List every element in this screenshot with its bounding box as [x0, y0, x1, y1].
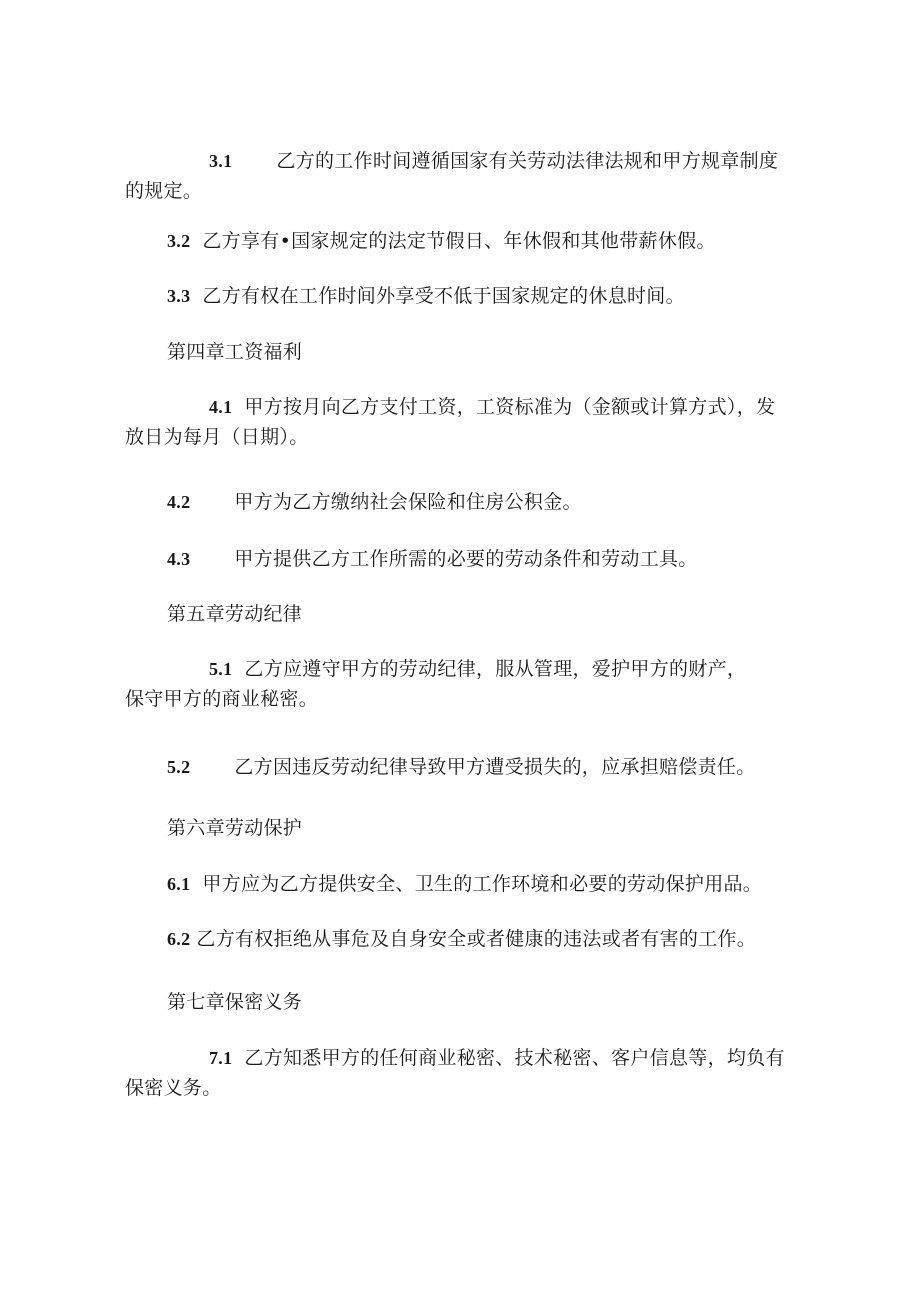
clause-4-2	[167, 487, 792, 517]
chapter-heading-7: 第七章保密义务	[167, 991, 303, 1013]
clause-number: 4.2	[167, 492, 191, 512]
clause-text: 乙方享有•国家规定的法定节假日、年休假和其他带薪休假。	[202, 230, 716, 252]
clause-text: 甲方按月向乙方支付工资，工资标准为（金额或计算方式），发放日为每月（日期）。	[125, 396, 776, 448]
clause-text: 乙方应遵守甲方的劳动纪律，服从管理，爱护甲方的财产，保守甲方的商业秘密。	[125, 658, 747, 710]
chapter-heading-6: 第六章劳动保护	[167, 817, 303, 839]
clause-number: 7.1	[209, 1048, 233, 1068]
clause-number: 3.1	[209, 151, 233, 171]
clause-number: 4.1	[209, 397, 233, 417]
clause-text: 乙方知悉甲方的任何商业秘密、技术秘密、客户信息等，均负有保密义务。	[125, 1047, 785, 1099]
clause-text: 乙方的工作时间遵循国家有关劳动法律法规和甲方规章制度的规定。	[125, 150, 779, 202]
clause-5-2	[167, 752, 792, 782]
clause-text: 乙方因违反劳动纪律导致甲方遭受损失的，应承担赔偿责任。	[234, 756, 756, 778]
clause-number: 6.2	[167, 929, 191, 949]
clause-number: 5.1	[209, 659, 233, 679]
clause-7-1	[125, 1043, 793, 1103]
clause-number: 4.3	[167, 549, 191, 569]
chapter-heading-4: 第四章工资福利	[167, 341, 303, 363]
clause-text: 乙方有权在工作时间外享受不低于国家规定的休息时间。	[202, 285, 685, 307]
clause-number: 6.1	[167, 874, 191, 894]
clause-6-2	[167, 924, 792, 954]
clause-6-1	[167, 869, 792, 899]
clause-number: 3.2	[167, 231, 191, 251]
clause-number: 3.3	[167, 286, 191, 306]
clause-4-3	[167, 544, 792, 574]
chapter-heading-5: 第五章劳动纪律	[167, 603, 303, 625]
clause-text: 乙方有权拒绝从事危及自身安全或者健康的违法或者有害的工作。	[196, 928, 757, 950]
clause-text: 甲方为乙方缴纳社会保险和住房公积金。	[234, 491, 582, 513]
clause-4-1	[125, 392, 792, 452]
clause-3-2	[167, 226, 792, 256]
clause-number: 5.2	[167, 757, 191, 777]
clause-text: 甲方应为乙方提供安全、卫生的工作环境和必要的劳动保护用品。	[202, 873, 763, 895]
clause-3-1	[125, 146, 792, 206]
clause-text: 甲方提供乙方工作所需的必要的劳动条件和劳动工具。	[234, 548, 698, 570]
clause-3-3	[167, 281, 792, 311]
clause-5-1	[125, 654, 765, 714]
